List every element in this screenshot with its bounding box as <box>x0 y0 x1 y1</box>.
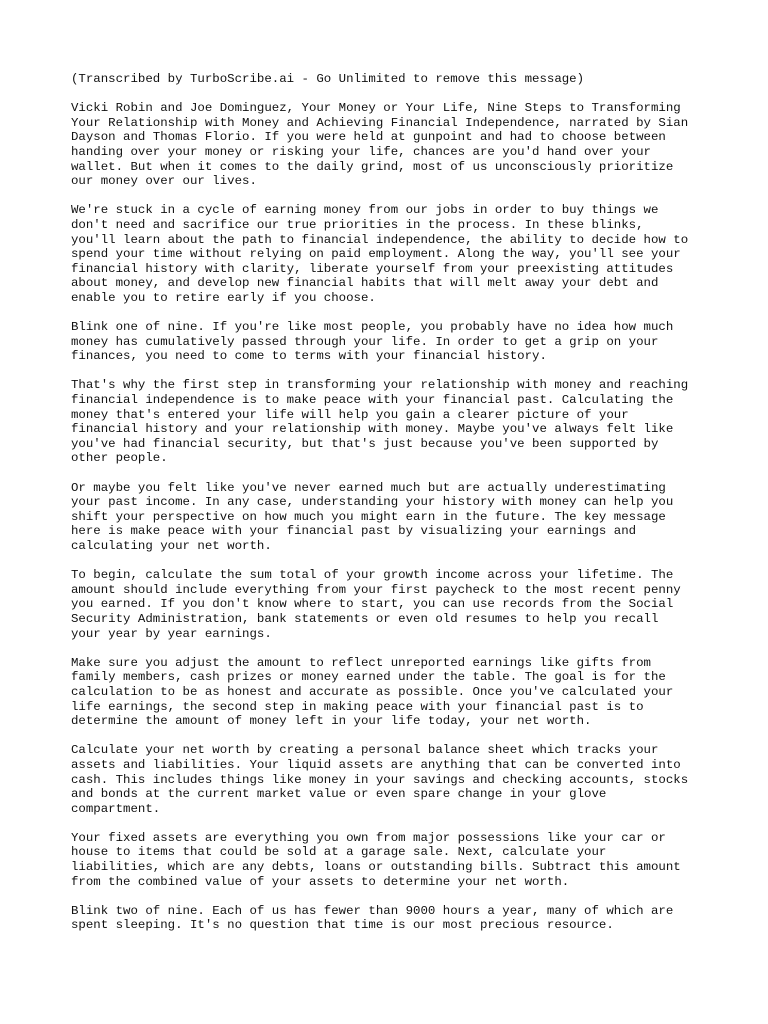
document-body <box>71 72 711 948</box>
paragraph-past-income: Or maybe you felt like you've never earned much but are actually underestimating your past income. In any case, understanding your history with money can help you shift your perspective on how much you might earn in the future. The key message here is make peace with your financial past by visualizing your earnings and calculating your net worth. <box>71 480 674 553</box>
paragraph-net-worth: Calculate your net worth by creating a personal balance sheet which tracks your assets and liabilities. Your liquid assets are anything that can be converted into cash. This includes things like money in your savings and checking accounts, stocks and bonds at the current market value or even spare change in your glove compartment. <box>71 743 689 816</box>
paragraph-sum-total: To begin, calculate the sum total of your growth income across your lifetime. The amount should include everything from your first paycheck to the most recent penny you earned. If you don't know where to start, you can use records from the Social Security Administration, bank statements or even old resumes to help you recall your year by year earnings. <box>71 568 681 641</box>
paragraph-intro: Vicki Robin and Joe Dominguez, Your Money or Your Life, Nine Steps to Transforming Your Relationship with Money and Achieving Financial Independence, narrated by Sian Dayson and Thomas Florio. If you were held at gunpoint and had to choose between handing over your money or risking your life, chances are you'd hand over your wallet. But when it comes to the daily grind, most of us unconsciously prioritize our money over our lives. <box>71 101 689 189</box>
paragraph-cycle: We're stuck in a cycle of earning money from our jobs in order to buy things we don't need and sacrifice our true priorities in the process. In these blinks, you'll learn about the path to financial independence, the ability to decide how to spend your time without relying on paid employment. Along the way, you'll see your financial history with clarity, liberate yourself from your preexisting attitudes about money, and develop new financial habits that will melt away your debt and enable you to retire early if you choose. <box>71 203 689 305</box>
paragraph-adjust-amount: Make sure you adjust the amount to reflect unreported earnings like gifts from family members, cash prizes or money earned under the table. The goal is for the calculation to be as honest and accurate as possible. Once you've calculated your life earnings, the second step in making peace with your financial past is to determine the amount of money left in your life today, your net worth. <box>71 655 674 729</box>
transcription-notice: (Transcribed by TurboScribe.ai - Go Unlimited to remove this message) <box>71 72 585 86</box>
paragraph-blink-two: Blink two of nine. Each of us has fewer than 9000 hours a year, many of which are spent sleeping. It's no question that time is our most precious resource. <box>71 903 674 933</box>
paragraph-fixed-assets: Your fixed assets are everything you own from major possessions like your car or house to items that could be sold at a garage sale. Next, calculate your liabilities, which are any debts, loans or outstanding bills. Subtract this amount from the combined value of your assets to determine your net worth. <box>71 830 681 889</box>
paragraph-first-step: That's why the first step in transforming your relationship with money and reaching financial independence is to make peace with your financial past. Calculating the money that's entered your life will help you gain a clearer picture of your financial history and your relationship with money. Maybe you've always felt like you've had financial security, but that's just because you've been supported by other people. <box>71 378 689 466</box>
paragraph-blink-one: Blink one of nine. If you're like most people, you probably have no idea how much money has cumulatively passed through your life. In order to get a grip on your finances, you need to come to terms with your financial history. <box>71 320 674 364</box>
